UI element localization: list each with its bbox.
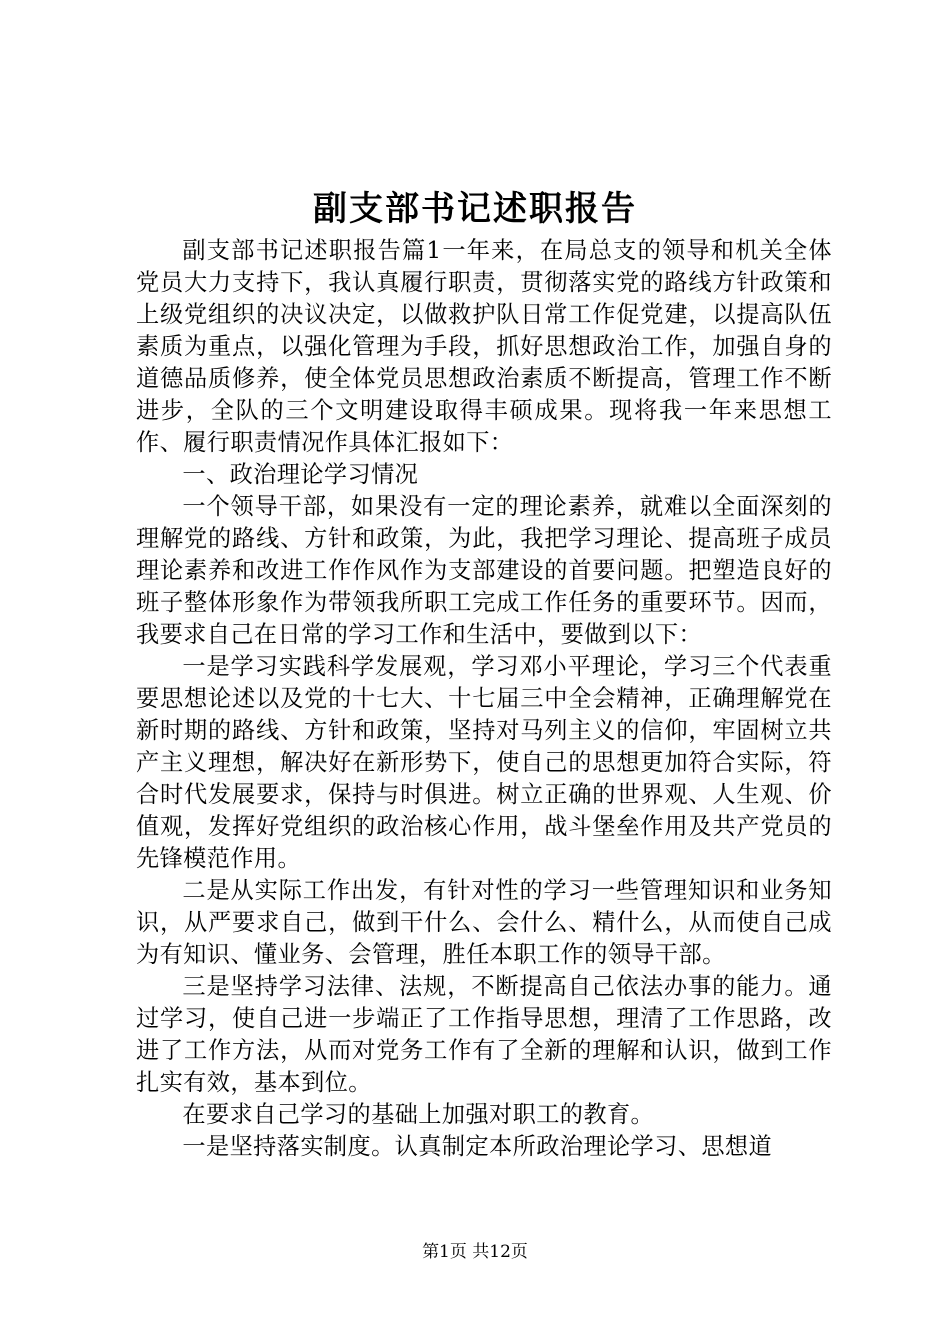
- paragraph: 二是从实际工作出发，有针对性的学习一些管理知识和业务知识，从严要求自己，做到干什么、会什么、精什么，从而使自己成为有知识、懂业务、会管理，胜任本职工作的领导干部。: [136, 877, 832, 968]
- document-body: [136, 235, 832, 1163]
- document-title: 副支部书记述职报告: [313, 189, 637, 229]
- paragraph: 一个领导干部，如果没有一定的理论素养，就难以全面深刻的理解党的路线、方针和政策，为此，我把学习理论、提高班子成员理论素养和改进工作作风作为支部建设的首要问题。把塑造良好的班子整体形象作为带领我所职工完成工作任务的重要环节。因而，我要求自己在日常的学习工作和生活中，要做到以下：: [136, 493, 832, 648]
- paragraph: 在要求自己学习的基础上加强对职工的教育。: [182, 1101, 655, 1128]
- paragraph: 副支部书记述职报告篇1一年来，在局总支的领导和机关全体党员大力支持下，我认真履行职责，贯彻落实党的路线方针政策和上级党组织的决议决定，以做救护队日常工作促党建，以提高队伍素质为重点，以强化管理为手段，抓好思想政治工作，加强自身的道德品质修养，使全体党员思想政治素质不断提高，管理工作不断进步，全队的三个文明建设取得丰硕成果。现将我一年来思想工作、履行职责情况作具体汇报如下：: [136, 237, 832, 456]
- paragraph: 一是坚持落实制度。认真制定本所政治理论学习、思想道: [182, 1133, 773, 1160]
- page-number-footer: 第1页 共12页: [422, 1242, 528, 1262]
- paragraph: 三是坚持学习法律、法规，不断提高自己依法办事的能力。通过学习，使自己进一步端正了工作指导思想，理清了工作思路，改进了工作方法，从而对党务工作有了全新的理解和认识，做到工作扎实有效，基本到位。: [136, 973, 832, 1096]
- section-heading: 一、政治理论学习情况: [182, 461, 419, 488]
- paragraph: 一是学习实践科学发展观，学习邓小平理论，学习三个代表重要思想论述以及党的十七大、十七届三中全会精神，正确理解党在新时期的路线、方针和政策，坚持对马列主义的信仰，牢固树立共产主义理想，解决好在新形势下，使自己的思想更加符合实际，符合时代发展要求，保持与时俱进。树立正确的世界观、人生观、价值观，发挥好党组织的政治核心作用，战斗堡垒作用及共产党员的先锋模范作用。: [136, 653, 832, 872]
